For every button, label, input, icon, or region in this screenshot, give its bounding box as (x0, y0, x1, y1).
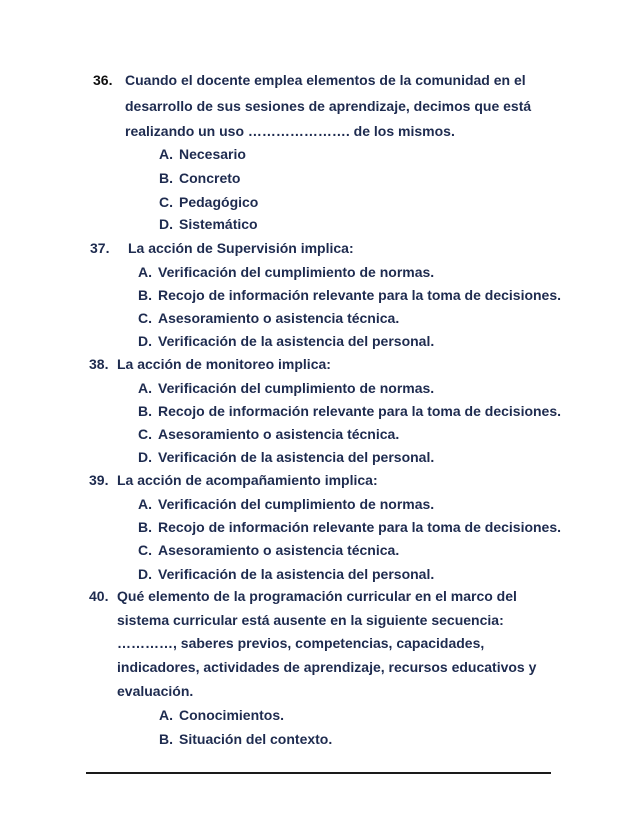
option-b (159, 731, 332, 748)
option-b (138, 519, 561, 536)
option-text: Recojo de información relevante para la toma de decisiones. (158, 403, 562, 419)
option-text: Asesoramiento o asistencia técnica. (158, 310, 400, 326)
option-b (159, 170, 240, 187)
question-stem-line: La acción de Supervisión implica: (128, 240, 354, 256)
option-text: Verificación de la asistencia del personal. (158, 449, 435, 465)
question-number: 37. (90, 240, 110, 256)
option-letter: B. (138, 287, 152, 303)
option-text: Concreto (179, 170, 241, 186)
option-letter: A. (138, 496, 152, 512)
option-letter: D. (138, 449, 152, 465)
question-stem-line: La acción de monitoreo implica: (117, 356, 331, 372)
question-number: 36. (93, 72, 113, 88)
option-text: Necesario (179, 146, 246, 162)
option-d (138, 566, 434, 583)
option-letter: A. (159, 707, 173, 723)
option-letter: B. (138, 519, 152, 535)
option-a (159, 707, 284, 724)
option-c (159, 194, 258, 211)
option-a (159, 146, 246, 163)
option-d (138, 449, 434, 466)
question-stem-line: La acción de acompañamiento implica: (117, 472, 378, 488)
option-d (138, 333, 434, 350)
option-letter: B. (159, 170, 173, 186)
option-text: Recojo de información relevante para la toma de decisiones. (158, 519, 562, 535)
option-text: Asesoramiento o asistencia técnica. (158, 542, 400, 558)
question-stem-line: Cuando el docente emplea elementos de la comunidad en el (125, 72, 526, 88)
question-stem-line: Qué elemento de la programación curricular en el marco del (117, 588, 517, 604)
question-stem-line: realizando un uso …………………. de los mismos. (125, 123, 455, 139)
question-stem-line: desarrollo de sus sesiones de aprendizaje, decimos que está (125, 98, 532, 114)
option-a (138, 264, 434, 281)
option-text: Situación del contexto. (179, 731, 333, 747)
option-letter: C. (138, 542, 152, 558)
question-stem-line: …………, saberes previos, competencias, capacidades, (117, 635, 485, 651)
option-letter: B. (138, 403, 152, 419)
option-c (138, 310, 399, 327)
option-letter: A. (138, 264, 152, 280)
option-a (138, 496, 434, 513)
option-letter: C. (138, 426, 152, 442)
option-text: Pedagógico (179, 194, 259, 210)
option-letter: A. (159, 146, 173, 162)
option-d (159, 216, 258, 233)
option-text: Verificación del cumplimiento de normas. (158, 264, 435, 280)
option-a (138, 380, 434, 397)
question-number: 38. (89, 356, 109, 372)
option-text: Sistemático (179, 216, 258, 232)
option-text: Conocimientos. (179, 707, 285, 723)
question-number: 39. (89, 472, 109, 488)
option-letter: B. (159, 731, 173, 747)
option-text: Asesoramiento o asistencia técnica. (158, 426, 400, 442)
option-c (138, 542, 399, 559)
option-letter: C. (159, 194, 173, 210)
question-stem-line: indicadores, actividades de aprendizaje, recursos educativos y (117, 659, 537, 675)
option-letter: A. (138, 380, 152, 396)
question-number: 40. (89, 588, 109, 604)
footer-rule (86, 772, 551, 774)
option-text: Recojo de información relevante para la toma de decisiones. (158, 287, 562, 303)
option-letter: C. (138, 310, 152, 326)
question-stem-line: evaluación. (117, 683, 194, 699)
option-b (138, 287, 561, 304)
option-letter: D. (138, 566, 152, 582)
option-text: Verificación del cumplimiento de normas. (158, 380, 435, 396)
option-b (138, 403, 561, 420)
question-stem-line: sistema curricular está ausente en la siguiente secuencia: (117, 612, 504, 628)
option-letter: D. (159, 216, 173, 232)
option-c (138, 426, 399, 443)
option-text: Verificación de la asistencia del personal. (158, 333, 435, 349)
option-text: Verificación del cumplimiento de normas. (158, 496, 435, 512)
option-text: Verificación de la asistencia del personal. (158, 566, 435, 582)
option-letter: D. (138, 333, 152, 349)
